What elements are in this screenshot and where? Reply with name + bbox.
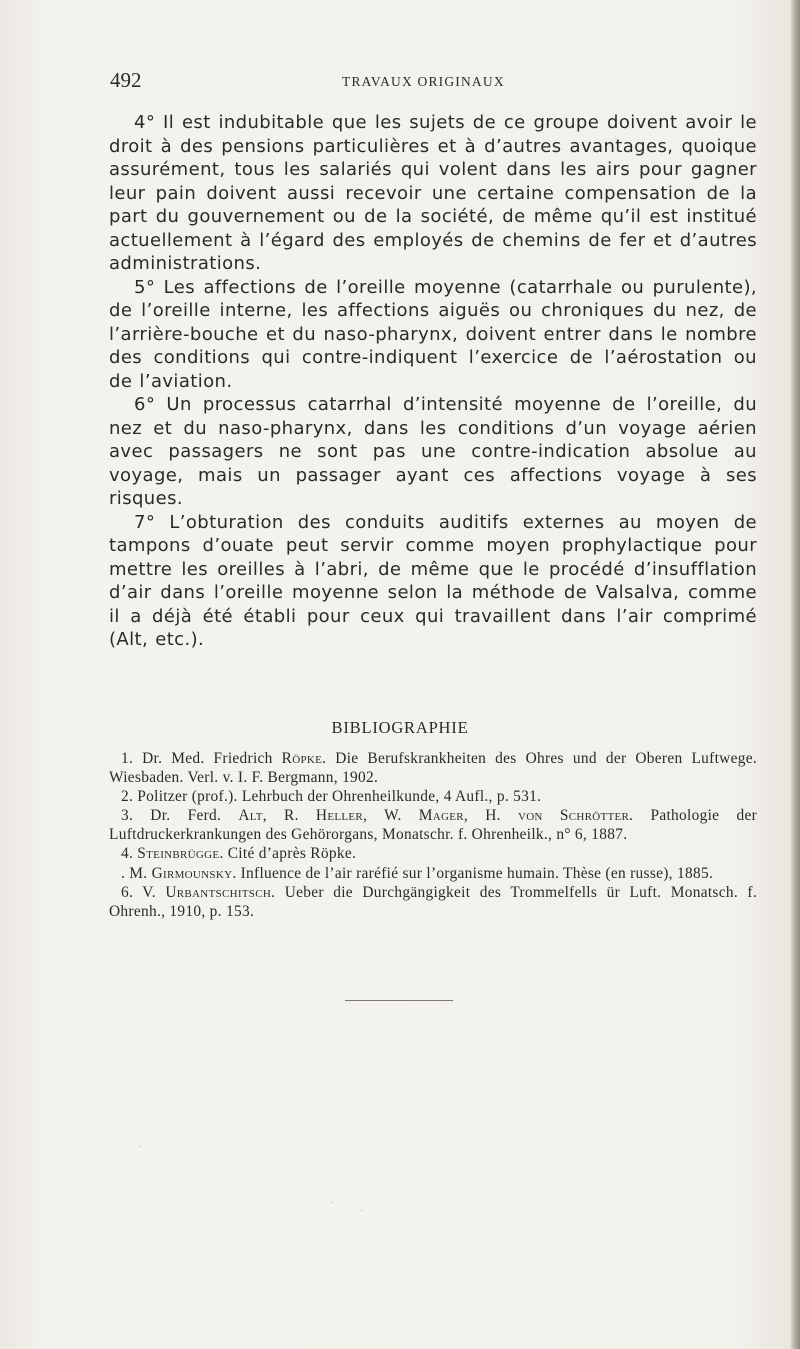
entry-rest: . Cité d’après Röpke. bbox=[219, 845, 357, 863]
paragraph-4: 4° Il est indubitable que les sujets de ce groupe doivent avoir le droit à des pensions particulières et à d’autres avantages, quoique assurément, tous les salariés qui volent dans les airs pour gagner leur pain doivent aussi recevoir une certaine compensation de la part du gouvernement ou de la société, de même qu’il est institué actuellement à l’égard des employés de chemins de fer et d’autres administrations. bbox=[109, 112, 757, 274]
bibliography-entry bbox=[109, 750, 757, 787]
entry-lead: 4. bbox=[121, 845, 138, 863]
entry-authors: Alt, R. Heller, W. Mager, H. von Schrötter bbox=[238, 807, 630, 825]
entry-authors: Röpke bbox=[281, 750, 323, 767]
body-text bbox=[109, 111, 757, 652]
bibliography-entry bbox=[109, 865, 757, 884]
running-title: TRAVAUX ORIGINAUX bbox=[342, 74, 505, 89]
entry-rest: . Die Berufskrankheiten des Ohres und der Oberen Luftwege. Wiesbaden. Verl. v. I. F. Bergmann, 1902. bbox=[109, 750, 757, 786]
entry-rest: . Ueber die Durchgängigkeit des Trommelfells ür Luft. Monatsch. f. Ohrenh., 1910, p. 153. bbox=[109, 884, 757, 920]
entry-rest: . Influence de l’air raréfié sur l’organisme humain. Thèse (en russe), 1885. bbox=[232, 864, 714, 882]
entry-lead: 6. V. bbox=[121, 884, 166, 902]
bibliography-title: BIBLIOGRAPHIE bbox=[331, 718, 469, 737]
bibliography-entry bbox=[109, 807, 757, 844]
entry-lead: 3. Dr. Ferd. bbox=[121, 807, 239, 825]
page-header bbox=[110, 68, 760, 98]
bibliography-entry bbox=[109, 884, 757, 921]
paper-speck: · bbox=[360, 1206, 364, 1217]
page-edge-shadow bbox=[791, 0, 800, 1349]
entry-rest: . Pathologie der Luftdruckerkrankungen des Gehörorgans, Monatschr. f. Ohrenheilk., n° 6, 1887. bbox=[109, 807, 757, 843]
entry-lead: . M. bbox=[121, 864, 152, 882]
entry-authors: Girmounsky bbox=[151, 864, 233, 882]
page-number: 492 bbox=[110, 68, 142, 92]
paper-speck: · bbox=[138, 1142, 142, 1153]
bibliography-entry bbox=[109, 788, 757, 807]
entry-lead: 2. Politzer (prof.). Lehrbuch der Ohrenheilkunde, 4 Aufl., p. 531. bbox=[121, 787, 542, 805]
end-rule bbox=[345, 1000, 453, 1001]
entry-authors: Urbantschitsch bbox=[165, 884, 272, 902]
bibliography-entry bbox=[109, 845, 757, 864]
entry-lead: 1. Dr. Med. Friedrich bbox=[121, 750, 282, 767]
paragraph-5: 5° Les affections de l’oreille moyenne (catarrhale ou purulente), de l’oreille interne, les affections aiguës ou chroniques du nez, de l’arrière-bouche et du naso-pharynx, doivent entrer dans le nombre des conditions qui contre-indiquent l’exercice de l’aérostation ou de l’aviation. bbox=[109, 276, 757, 392]
paper-speck: · bbox=[330, 1198, 334, 1209]
bibliography-list bbox=[109, 750, 757, 922]
paragraph-6: 6° Un processus catarrhal d’intensité moyenne de l’oreille, du nez et du naso-pharynx, dans les conditions d’un voyage aérien avec passagers ne sont pas une contre-indication absolue au voyage, mais un passager ayant ces affections voyage à ses risques. bbox=[109, 394, 757, 509]
entry-authors: Steinbrügge bbox=[137, 845, 220, 863]
paragraph-7: 7° L’obturation des conduits auditifs externes au moyen de tampons d’ouate peut servir comme moyen prophylactique pour mettre les oreilles à l’abri, de même que le procédé d’insufflation d’air dans l’oreille moyenne selon la méthode de Valsalva, comme il a déjà été établi pour ceux qui travaillent dans l’air comprimé (Alt, etc.). bbox=[109, 511, 757, 650]
